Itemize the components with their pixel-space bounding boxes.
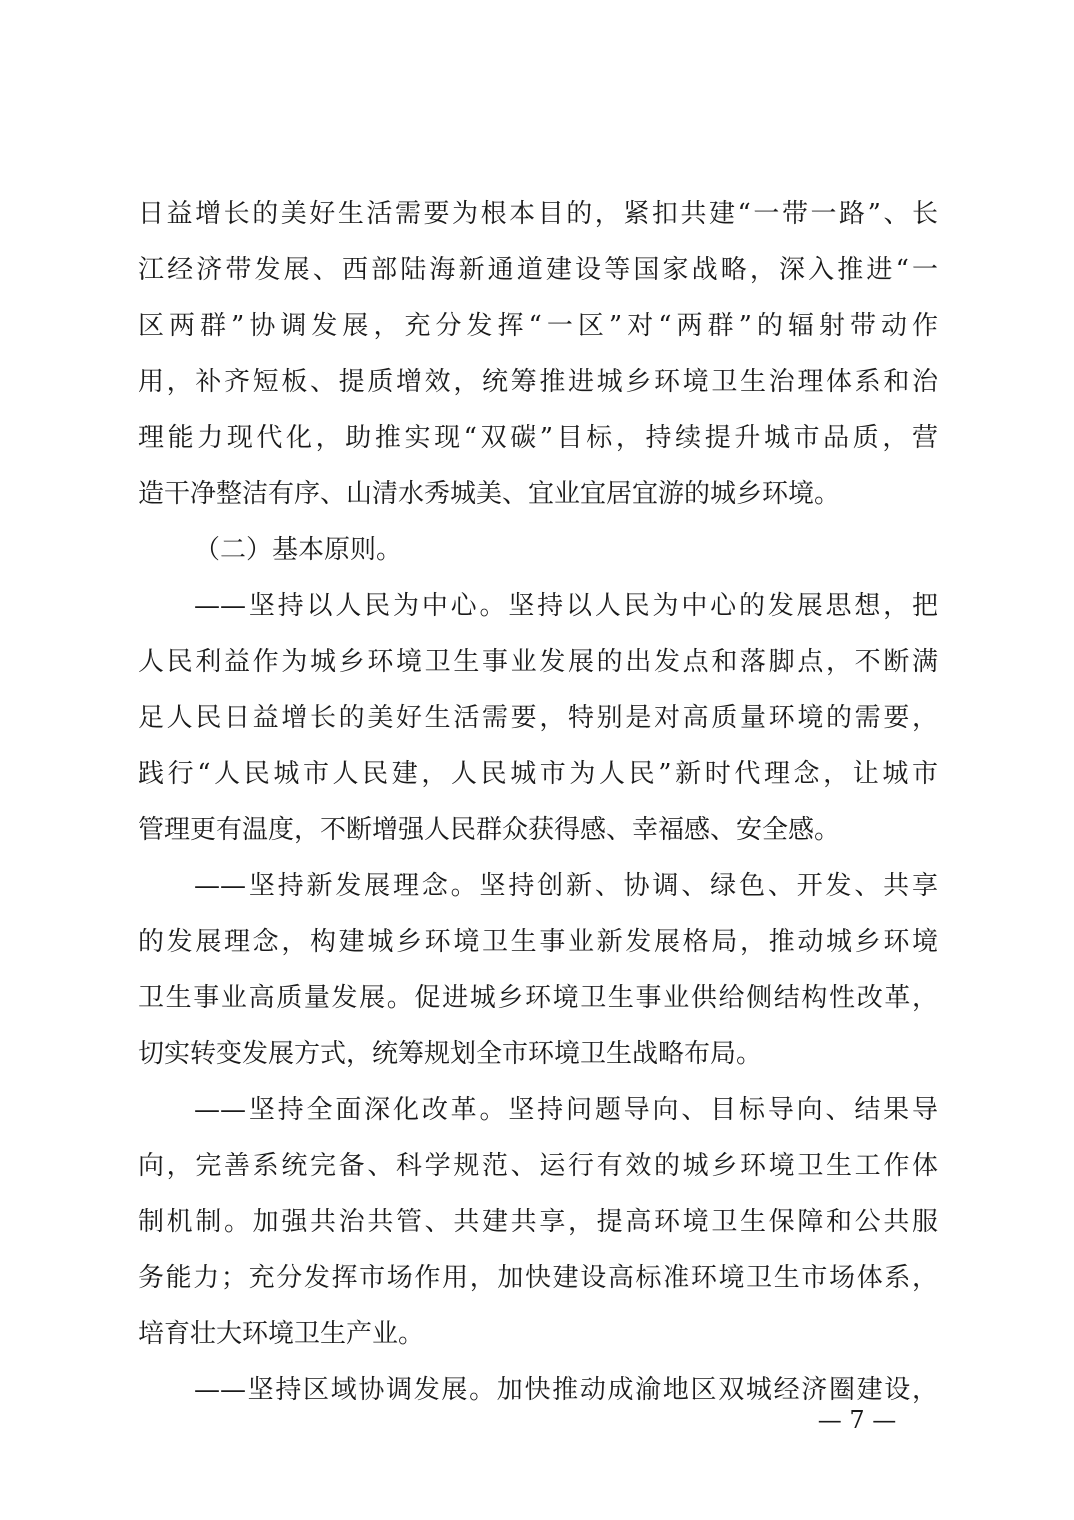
text-line: 向，完善系统完备、科学规范、运行有效的城乡环境卫生工作体 — [138, 1151, 938, 1181]
text-line: 日益增长的美好生活需要为根本目的，紧扣共建“一带一路”、长 — [138, 199, 938, 229]
text-line: 的发展理念，构建城乡环境卫生事业新发展格局，推动城乡环境 — [138, 927, 938, 957]
text-line: 足人民日益增长的美好生活需要，特别是对高质量环境的需要， — [138, 703, 938, 733]
text-line: 制机制。加强共治共管、共建共享，提高环境卫生保障和公共服 — [138, 1207, 938, 1237]
text-line: 管理更有温度，不断增强人民群众获得感、幸福感、安全感。 — [138, 815, 841, 845]
text-line: 人民利益作为城乡环境卫生事业发展的出发点和落脚点，不断满 — [138, 647, 938, 677]
text-line: （二）基本原则。 — [194, 535, 403, 565]
page-number: — 7 — — [817, 1406, 897, 1434]
text-line: ——坚持区域协调发展。加快推动成渝地区双城经济圈建设， — [194, 1375, 938, 1405]
text-line: ——坚持以人民为中心。坚持以人民为中心的发展思想，把 — [194, 591, 938, 621]
text-line: ——坚持新发展理念。坚持创新、协调、绿色、开发、共享 — [194, 871, 938, 901]
text-line: 培育壮大环境卫生产业。 — [138, 1319, 425, 1349]
text-line: 卫生事业高质量发展。促进城乡环境卫生事业供给侧结构性改革， — [138, 983, 938, 1013]
text-line: 切实转变发展方式，统筹规划全市环境卫生战略布局。 — [138, 1039, 763, 1069]
text-line: 践行“人民城市人民建，人民城市为人民”新时代理念，让城市 — [138, 759, 938, 789]
text-line: 用，补齐短板、提质增效，统筹推进城乡环境卫生治理体系和治 — [138, 367, 938, 397]
text-line: 造干净整洁有序、山清水秀城美、宜业宜居宜游的城乡环境。 — [138, 479, 841, 509]
text-line: ——坚持全面深化改革。坚持问题导向、目标导向、结果导 — [194, 1095, 938, 1125]
text-line: 区两群”协调发展，充分发挥“一区”对“两群”的辐射带动作 — [138, 311, 938, 341]
text-line: 务能力；充分发挥市场作用，加快建设高标准环境卫生市场体系， — [138, 1263, 938, 1293]
text-line: 理能力现代化，助推实现“双碳”目标，持续提升城市品质，营 — [138, 423, 938, 453]
text-line: 江经济带发展、西部陆海新通道建设等国家战略，深入推进“一 — [138, 255, 938, 285]
